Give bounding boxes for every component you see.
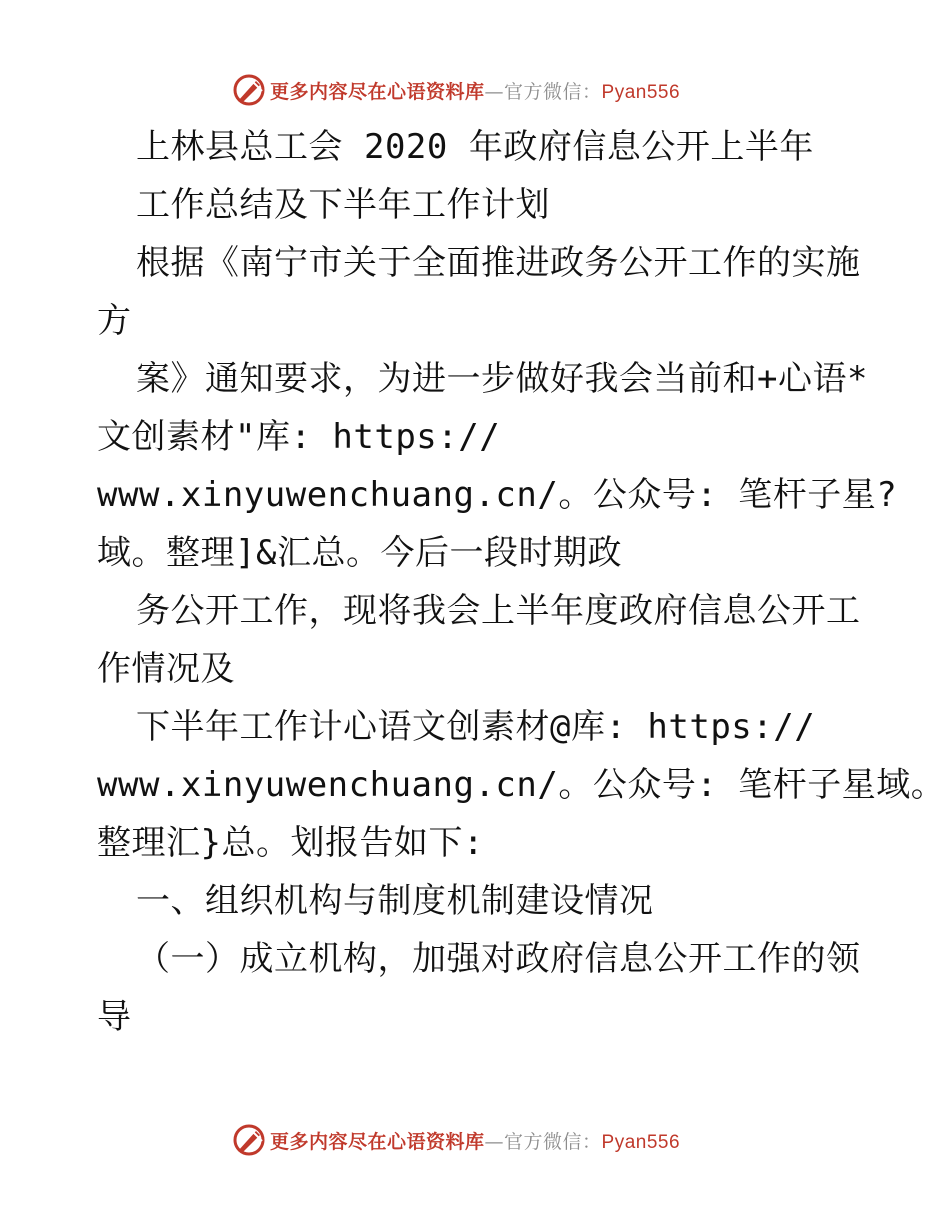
paragraph-line: 根据《南宁市关于全面推进政务公开工作的实施	[136, 243, 861, 283]
banner-site-text: 更多内容尽在心语资料库	[270, 80, 485, 103]
paragraph-line: 下半年工作计心语文创素材@库: https://	[136, 707, 816, 747]
paragraph-line: 方	[97, 301, 132, 341]
footer-banner	[232, 1120, 680, 1160]
section-heading: 一、组织机构与制度机制建设情况	[136, 881, 654, 921]
banner-text	[270, 77, 680, 104]
banner-separator: —	[484, 1130, 505, 1153]
banner-wechat-id: Pyan556	[601, 81, 681, 103]
paragraph-line: www.xinyuwenchuang.cn/。公众号: 笔杆子星?	[97, 475, 898, 515]
quill-seal-icon	[232, 73, 266, 107]
header-banner	[232, 70, 680, 110]
paragraph-line: www.xinyuwenchuang.cn/。公众号: 笔杆子星域。	[97, 765, 946, 805]
paragraph-line: 案》通知要求，为进一步做好我会当前和+心语*	[136, 359, 868, 399]
subsection-heading-continued: 导	[97, 997, 132, 1037]
paragraph-line: 务公开工作，现将我会上半年度政府信息公开工	[136, 591, 861, 631]
banner-official-label: 官方微信：	[504, 1130, 602, 1153]
title-line-1: 上林县总工会 2020 年政府信息公开上半年	[136, 127, 814, 167]
banner-site-text: 更多内容尽在心语资料库	[270, 1130, 485, 1153]
paragraph-line: 作情况及	[97, 649, 235, 689]
banner-text	[270, 1127, 680, 1154]
paragraph-line: 整理汇}总。划报告如下:	[97, 823, 484, 863]
banner-wechat-id: Pyan556	[601, 1131, 681, 1153]
quill-seal-icon	[232, 1123, 266, 1157]
title-line-2: 工作总结及下半年工作计划	[136, 185, 550, 225]
banner-separator: —	[484, 80, 505, 103]
subsection-heading: （一）成立机构，加强对政府信息公开工作的领	[136, 939, 861, 979]
paragraph-line: 文创素材"库: https://	[97, 417, 501, 457]
banner-official-label: 官方微信：	[504, 80, 602, 103]
paragraph-line: 域。整理]&汇总。今后一段时期政	[97, 533, 622, 573]
